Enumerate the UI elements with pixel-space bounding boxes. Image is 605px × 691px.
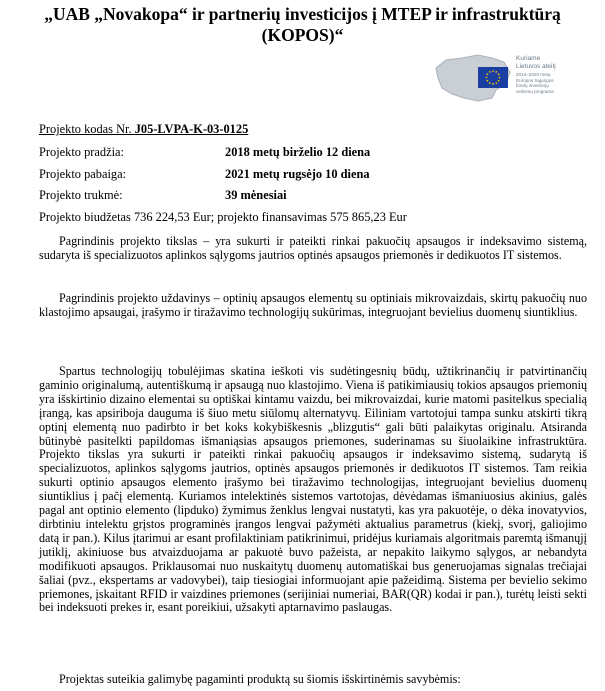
eu-star-icon (486, 77, 488, 79)
eu-star-icon (492, 70, 494, 72)
lithuania-map-eu-flag-icon (432, 52, 516, 104)
project-start-label: Projekto pradžia: (39, 145, 124, 159)
title-line-2: (KOPOS)“ (261, 25, 344, 45)
project-code-label: Projekto kodas Nr. (39, 122, 135, 136)
project-code (39, 122, 248, 136)
logo-line-1: Kuriame (516, 55, 541, 62)
project-goal-paragraph: Pagrindinis projekto tikslas – yra sukurti ir pateikti rinkai pakuočių apsaugos ir indeksavimo sistemą, sudaryta iš specializuotos aplinkos sąlygoms jautrios optinės apsaugos priemonės ir dedikuotos IT sistemos. (39, 234, 587, 262)
eu-star-icon (486, 80, 488, 82)
project-start-value: 2018 metų birželio 12 diena (225, 145, 371, 159)
eu-star-icon (489, 82, 491, 84)
project-duration-value: 39 mėnesiai (225, 188, 287, 202)
eu-star-icon (495, 82, 497, 84)
project-duration-label: Projekto trukmė: (39, 188, 123, 202)
logo-line-6: veiksmų programa (516, 88, 554, 94)
eu-star-icon (499, 77, 501, 79)
project-end-label: Projekto pabaiga: (39, 167, 127, 181)
eu-star-icon (489, 71, 491, 73)
project-code-value: J05-LVPA-K-03-0125 (134, 122, 249, 136)
project-description-paragraph: Spartus technologijų tobulėjimas skatina ieškoti vis sudėtingesnių būdų, užtikrinančių ir patvirtinančių gaminio originalumą, autentiškumą ir apsaugą nuo klastojimo. Viena iš patikimiausių tokios apsaugos priemonių yra išskirtinio dizaino elementai su optiškai kintamu vaizdu, bei mikrovaizdai, kurie matomi pasitelkus specialią įrangą, kas apsiriboja dauguma iš šiuo metu siūlomų alternatyvų. Eiliniam vartotojui tampa sunku atskirti tikrą optinį elementą nuo padirbto ir bet koks kokybiškesnis „blizgutis“ gali būti palaikytas originalu. Atsiranda būtinybė pasitelkti papildomas išmaniąsias apsaugos priemones, suderinamas su šiuolaikine infrastruktūra. Projekto tikslas yra sukurti ir pateikti rinkai pakuočių apsaugos ir indeksavimo sistemą, sudarytą iš specializuotos, aplinkos sąlygoms jautrios, optinės apsaugos priemonės ir dedikuotos IT sistemos. Tam reikia sukurti optinio apsaugos elemento įrašymo bei tiražavimo technologijas, integruojant bevielius duomenų siuntiklius į pačį elementą. Kuriamos intelektinės sistemos vartotojas, dėvėdamas išmaniuosius akinius, galės pagal ant optinio elemento (lipduko) žymimus ženklus lengvai nustatyti, kas yra pakuotėje, o dėka inovatyvios, dirbtiniu intelektu grįstos programinės įrangos lengvai pažymėti aktualius parametrus (kiekį, svorį, galiojimo datą ir pan.). Kilus įtarimui ar esant profilaktiniam patikrinimui, pridėjus kuriamais algoritmais paremtą išmanųjį jutiklį, akiniuose bus atvaizduojama ar pakuotė buvo pažeista, ar nepakito laikymo sąlygos, ar nebandyta modifikuoti apsaugos. Priklausomai nuo nuskaitytų duomenų automatiškai bus generuojamas signalas trečiajai šaliai (pvz., ekspertams ar vadovybei), taip tiesiogiai informuojant apie pažeidimą. Sistema per bevielio sekimo priemones, įskaitant RFID ir vaizdines priemones (serijiniai numeriai, BAR(QR) kodai ir pan.), turėtų leisti sekti bei indeksuoti prekes ir, esant poreikiui, užsakyti aptarnavimo paslaugas. (39, 364, 587, 615)
closing-paragraph: Projektas suteikia galimybę pagaminti produktą su šiomis išskirtinėmis savybėmis: (59, 672, 461, 686)
eu-star-icon (486, 73, 488, 75)
title-line-1: „UAB „Novakopa“ ir partnerių investicijos į MTEP ir infrastruktūrą (44, 4, 561, 24)
eu-star-icon (498, 80, 500, 82)
eu-funds-logo (432, 52, 597, 104)
logo-line-2: Lietuvos ateitį (516, 63, 556, 70)
project-end-value: 2021 metų rugsėjo 10 diena (225, 167, 370, 181)
logo-line-3: 2014–2020 metų (516, 72, 551, 77)
project-budget: Projekto biudžetas 736 224,53 Eur; projekto finansavimas 575 865,23 Eur (39, 210, 407, 224)
logo-caption (516, 55, 596, 94)
project-task-paragraph: Pagrindinis projekto uždavinys – optinių apsaugos elementų su optiniais mikrovaizdais, skirtų pakuočių nuo klastojimo apsaugai, įrašymo ir tiražavimo technologijų sukūrimas, integruojant bevielius duomenų siuntiklius. (39, 291, 587, 319)
eu-star-icon (498, 73, 500, 75)
logo-line-4: Europos Sąjungos (516, 77, 554, 83)
logo-line-5: fondų investicijų (516, 83, 549, 89)
eu-star-icon (492, 83, 494, 85)
eu-star-icon (495, 71, 497, 73)
document-title (0, 4, 605, 46)
